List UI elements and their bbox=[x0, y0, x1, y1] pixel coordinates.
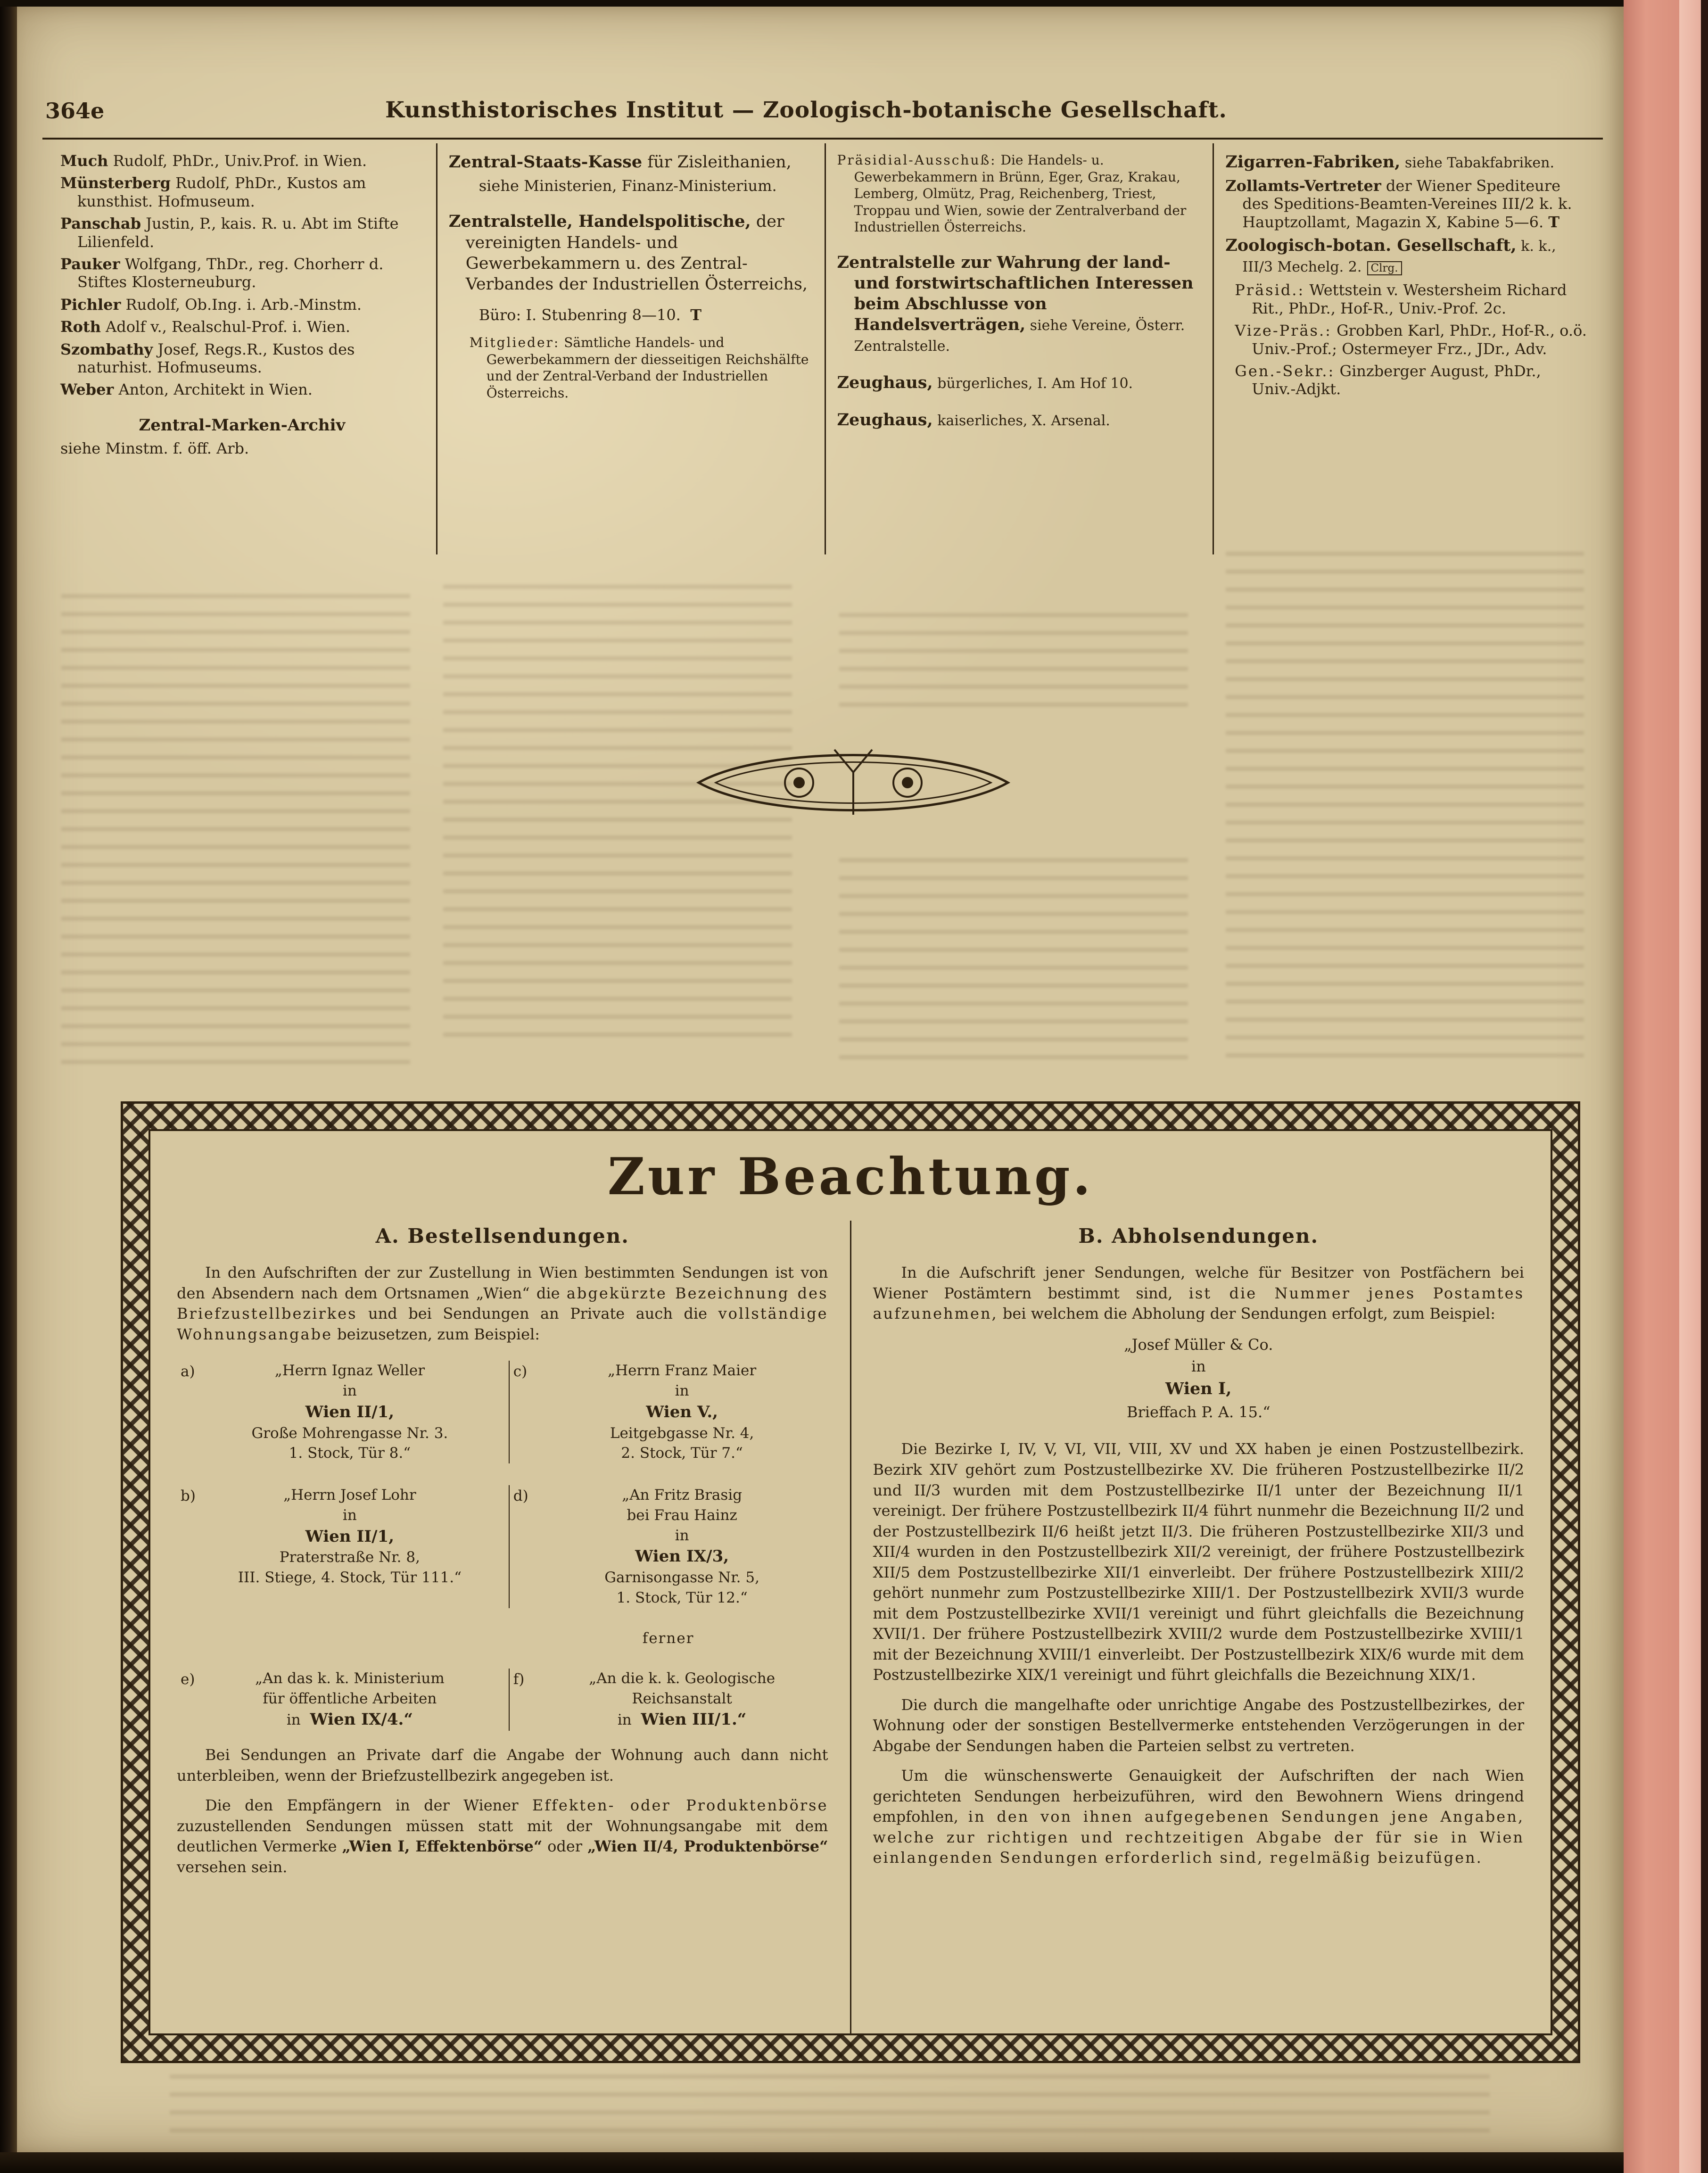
entry-headword: Münsterberg bbox=[60, 174, 171, 192]
example-name: „Josef Müller & Co. bbox=[1124, 1335, 1273, 1354]
intro-emphasis: abgekürzte Bezeichnung des Briefzustellbezirkes bbox=[177, 1284, 828, 1323]
notice-title: Zur Beachtung. bbox=[607, 1147, 1094, 1206]
officer-text: Grobben Karl, PhDr., Hof-R., o.ö. Univ.-Prof.; Ostermeyer Frz., JDr., Adv. bbox=[1252, 322, 1587, 358]
districts-paragraph: Die Bezirke I, IV, V, VI, VII, VIII, XV und XX haben je einen Postzustellbezirk. Bezirk XIV gehört zum Postzustellbezirke XV. Die früheren Postzustellbezirke II/2 und II/3 wurden mit dem Postzustellbezirke II/1 unter der Bezeichnung II/1 vereinigt. Der frühere Postzustellbezirk II/4 führt nunmehr die Bezeichnung II/2 und der Postzustellbezirk II/6 heißt jetzt II/3. Die früheren Postzustellbezirke XII/3 und XII/4 wurden in den Postzustellbezirk XII/2 vereinigt, der frühere Postzustellbezirk XII/5 dem Postzustellbezirke XII/1 einverleibt. Der frühere Postzustellbezirk XIII/2 gehört nunmehr zum Postzustellbezirke XIII/1. Der Postzustellbezirk XVII/3 wurde mit dem Postzustellbezirke XVII/1 vereinigt und führt gleichfalls die Bezeichnung XVII/1. Der frühere Postzustellbezirk XVIII/2 wurde dem Postzustellbezirke XVIII/1 mit der Bezeichnung XVIII/1 einverleibt. Der Postzustellbezirk XIX/6 wurde mit dem Postzustellbezirke XIX/1 vereinigt und führt gleichfalls die Bezeichnung XIX/1. bbox=[873, 1440, 1524, 1684]
example-in-city bbox=[541, 1709, 824, 1731]
committee-text: Die Handels- u. Gewerbekammern in Brünn, Eger, Graz, Krakau, Lemberg, Olmütz, Prag, Reichenberg, Triest, Troppau und Wien, sowie der Zentralverband der Industriellen Österreichs. bbox=[854, 152, 1187, 235]
directory-entry bbox=[60, 255, 424, 291]
fore-edge-pink-band bbox=[1624, 0, 1679, 2173]
example-label: a) bbox=[181, 1363, 195, 1380]
officer-label: Präsid.: bbox=[1235, 281, 1305, 299]
entry-text: siehe Tabakfabriken. bbox=[1400, 155, 1554, 171]
intro-text: beizusetzen, zum Beispiel: bbox=[332, 1325, 540, 1343]
entry-headword: Szombathy bbox=[60, 340, 153, 358]
note-emphasis: Effekten- oder Produktenbörse bbox=[532, 1796, 828, 1815]
entry-text: Rudolf, Ob.Ing. i. Arb.-Minstm. bbox=[121, 295, 362, 314]
vignette-graphic bbox=[693, 735, 1014, 830]
officer-text: Wettstein v. Westersheim Richard Rit., PhDr., Hof-R., Univ.-Prof. 2c. bbox=[1252, 281, 1567, 317]
note-text: Die den Empfängern in der Wiener bbox=[205, 1796, 532, 1815]
section-a-intro bbox=[177, 1263, 828, 1345]
page-top-edge bbox=[0, 0, 1708, 7]
fore-edge-light-band bbox=[1679, 0, 1701, 2173]
entry-headword: Zentral-Staats-Kasse bbox=[448, 152, 643, 172]
entry-headword: Zentralstelle, Handelspolitische, bbox=[448, 212, 751, 231]
section-a bbox=[155, 1221, 850, 2033]
example-label: e) bbox=[181, 1670, 195, 1688]
example-street: Leitgebgasse Nr. 4, bbox=[610, 1424, 754, 1442]
directory-entry bbox=[60, 380, 424, 398]
entry-text: k. k., III/3 Mechelg. 2. bbox=[1242, 238, 1556, 276]
example-in: in bbox=[342, 1506, 357, 1524]
book-spine-edge bbox=[0, 0, 17, 2173]
notice-columns bbox=[155, 1221, 1546, 2033]
section-a-heading: A. Bestellsendungen. bbox=[375, 1224, 629, 1248]
entry-text: Rudolf, PhDr., Univ.Prof. in Wien. bbox=[108, 152, 367, 170]
example-city: Wien II/1, bbox=[305, 1402, 395, 1421]
note-text: zuzustellenden Sendungen müssen statt mit der Wohnungsangabe mit dem deutlichen Vermerke bbox=[177, 1817, 828, 1856]
example-in: in bbox=[675, 1527, 689, 1544]
example-label: c) bbox=[513, 1363, 528, 1380]
example-postbox-line: Brieffach P. A. 15.“ bbox=[1126, 1403, 1271, 1421]
note-bold: „Wien I, Effektenbörse“ bbox=[342, 1837, 543, 1856]
example-name-2: Reichsanstalt bbox=[632, 1690, 732, 1707]
example-d bbox=[509, 1485, 828, 1608]
section-b-heading: B. Abholsendungen. bbox=[1078, 1224, 1319, 1248]
directory-entry bbox=[60, 340, 424, 377]
example-city: Wien III/1.“ bbox=[641, 1710, 747, 1729]
entry-headword: Zeughaus, bbox=[837, 410, 933, 430]
directory-entry bbox=[60, 215, 424, 251]
directory-entry bbox=[60, 318, 424, 336]
example-name-2: bei Frau Hainz bbox=[627, 1506, 737, 1524]
directory-entry bbox=[60, 152, 424, 170]
spacer bbox=[837, 397, 1201, 410]
entry-headword: Zollamts-Vertreter bbox=[1225, 177, 1381, 195]
entry-headword: Weber bbox=[60, 380, 114, 399]
entry-text: der vereinigten Handels- und Gewerbekammern u. des Zentral-Verbandes der Industriellen Österreichs, bbox=[465, 212, 808, 294]
bleedthrough-smudge bbox=[839, 613, 1188, 717]
members-text: Sämtliche Handels- und Gewerbekammern der diesseitigen Reichshälfte und der Zentral-Verband der Industriellen Österreichs. bbox=[486, 335, 809, 401]
directory-entry bbox=[449, 211, 812, 294]
example-in-city bbox=[208, 1709, 492, 1731]
spacer bbox=[449, 199, 812, 211]
bleedthrough-smudge bbox=[61, 594, 410, 1066]
example-street: Garnisongasse Nr. 5, bbox=[604, 1569, 759, 1586]
entry-text: kaiserliches, X. Arsenal. bbox=[932, 413, 1110, 430]
example-floor: 1. Stock, Tür 8.“ bbox=[289, 1445, 411, 1462]
example-e bbox=[177, 1669, 496, 1731]
note-text: Um die wünschenswerte Genauigkeit der Aufschriften der nach Wien gerichteten Sendungen herbeizuführen, wird den Bewohnern Wiens dringend empfohlen, bbox=[873, 1767, 1524, 1826]
entry-see-note: siehe Ministerien, Finanz-Ministerium. bbox=[479, 177, 777, 195]
section-subnote: siehe Minstm. f. öff. Arb. bbox=[60, 439, 249, 458]
directory-columns bbox=[49, 143, 1601, 554]
intro-text: In die Aufschrift jener Sendungen, welche für Besitzer von Postfächern bei Wiener Postämtern bestimmt sind, bbox=[873, 1264, 1524, 1302]
entry-headword: Pauker bbox=[60, 255, 120, 273]
note-emphasis: in den von ihnen aufgegebenen Sendungen jene Angaben, welche zur richtigen und rechtzeitigen Abgabe der für sie in Wien einlangenden Sendungen erforderlich sind, regelmäßig beizufügen. bbox=[873, 1808, 1525, 1867]
page-right-edge bbox=[1701, 0, 1708, 2173]
section-subheading: Zentral-Marken-Archiv bbox=[139, 415, 346, 435]
ferner-label: ferner bbox=[642, 1629, 694, 1647]
entry-headword: Zeughaus, bbox=[837, 373, 933, 393]
directory-column-2 bbox=[436, 143, 825, 554]
intro-text: und bei Sendungen an Private auch die bbox=[357, 1305, 718, 1323]
directory-entry bbox=[60, 174, 424, 210]
officer-label: Gen.-Sekr.: bbox=[1235, 362, 1335, 380]
entry-text: für Zisleithanien, bbox=[642, 153, 792, 172]
example-label: f) bbox=[513, 1670, 525, 1688]
example-label: b) bbox=[181, 1487, 196, 1505]
example-name: „An Fritz Brasig bbox=[622, 1487, 743, 1504]
decorative-vignette bbox=[693, 735, 1014, 830]
officer-line bbox=[1225, 322, 1589, 358]
directory-entry bbox=[449, 152, 812, 173]
page-title: Kunsthistorisches Institut — Zoologisch-botanische Gesellschaft. bbox=[385, 97, 1227, 123]
example-a bbox=[177, 1361, 496, 1463]
entry-text: der Wiener Spediteure des Speditions-Beamten-Vereines III/2 k. k. Hauptzollamt, Magazin X, Kabine 5—6. bbox=[1242, 177, 1572, 231]
example-b bbox=[177, 1485, 496, 1608]
directory-entry bbox=[837, 252, 1201, 356]
members-note bbox=[449, 334, 812, 401]
note-text: oder bbox=[542, 1837, 587, 1856]
bleedthrough-smudge bbox=[1226, 552, 1584, 1061]
example-city: Wien IX/3, bbox=[635, 1547, 729, 1566]
entry-headword: Much bbox=[60, 152, 108, 170]
section-b bbox=[850, 1221, 1546, 2033]
bleedthrough-smudge bbox=[170, 2074, 1490, 2136]
example-f bbox=[509, 1669, 828, 1731]
intro-text: In den Aufschriften der zur Zustellung in Wien bestimmten Sendungen ist von den Absendern nach dem Ortsnamen „Wien“ die bbox=[177, 1264, 828, 1302]
notice-box bbox=[121, 1101, 1580, 2063]
directory-entry bbox=[1225, 235, 1589, 277]
entry-text: bürgerliches, I. Am Hof 10. bbox=[932, 375, 1133, 392]
example-name: „Herrn Franz Maier bbox=[608, 1362, 757, 1380]
example-floor: 2. Stock, Tür 7.“ bbox=[621, 1445, 743, 1462]
example-name: „An das k. k. Ministerium bbox=[255, 1669, 445, 1687]
office-address: Büro: I. Stubenring 8—10. bbox=[479, 306, 681, 324]
example-postbox bbox=[873, 1334, 1525, 1423]
example-street: Große Mohrengasse Nr. 3. bbox=[251, 1424, 448, 1442]
entry-headword: Roth bbox=[60, 318, 101, 336]
address-examples bbox=[177, 1361, 828, 1731]
members-label: Mitglieder: bbox=[469, 335, 560, 351]
directory-column-4 bbox=[1213, 143, 1601, 554]
telephone-mark: T bbox=[690, 306, 701, 324]
intro-text: bei welchem die Abholung der Sendungen erfolgt, zum Beispiel: bbox=[998, 1305, 1495, 1323]
telephone-mark: T bbox=[1548, 213, 1560, 231]
abbreviation-tag: Clrg. bbox=[1367, 261, 1402, 275]
example-label: d) bbox=[513, 1487, 528, 1505]
entry-text: Justin, P., kais. R. u. Abt im Stifte Lilienfeld. bbox=[77, 215, 399, 251]
intro-emphasis: ist die Nummer jenes Postamtes aufzunehmen, bbox=[873, 1284, 1525, 1323]
office-line bbox=[449, 306, 812, 324]
directory-entry bbox=[837, 410, 1201, 430]
officer-text: Ginzberger August, PhDr., Univ.-Adjkt. bbox=[1252, 362, 1541, 398]
directory-entry bbox=[837, 372, 1201, 393]
example-city: Wien I, bbox=[1165, 1379, 1232, 1399]
delay-note: Die durch die mangelhafte oder unrichtige Angabe des Postzustellbezirkes, der Wohnung oder der sonstigen Bestellvermerke entstehenden Verzögerungen in der Abgabe der Sendungen haben die Parteien selbst zu vertreten. bbox=[873, 1695, 1524, 1755]
example-city: Wien IX/4.“ bbox=[310, 1710, 413, 1729]
example-in: in bbox=[617, 1711, 632, 1729]
bleedthrough-smudge bbox=[839, 858, 1188, 1066]
entry-headword: Zoologisch-botan. Gesellschaft, bbox=[1225, 236, 1517, 256]
header-rule bbox=[42, 138, 1603, 140]
section-b-intro bbox=[873, 1263, 1525, 1324]
note-bold: „Wien II/4, Produktenbörse“ bbox=[587, 1837, 828, 1856]
example-city: Wien V., bbox=[646, 1402, 718, 1421]
spacer bbox=[837, 240, 1201, 252]
entry-text: Adolf v., Realschul-Prof. i. Wien. bbox=[100, 318, 351, 336]
directory-column-1 bbox=[49, 143, 436, 554]
entry-headword: Zentralstelle zur Wahrung der land- und forstwirtschaftlichen Interessen beim Abschlusse von Handelsverträgen, bbox=[837, 252, 1194, 335]
example-in: in bbox=[342, 1382, 357, 1399]
officer-line bbox=[1225, 362, 1589, 398]
section-a-note-1: Bei Sendungen an Private darf die Angabe der Wohnung auch dann nicht unterbleiben, wenn der Briefzustellbezirk angegeben ist. bbox=[177, 1746, 828, 1785]
example-name: „Herrn Ignaz Weller bbox=[274, 1362, 425, 1380]
example-in: in bbox=[286, 1711, 301, 1729]
entry-see-note: siehe Vereine, Österr. Zentralstelle. bbox=[854, 317, 1185, 355]
entry-headword: Zigarren-Fabriken, bbox=[1225, 152, 1401, 172]
intro-emphasis: vollständige Wohnungsangabe bbox=[177, 1305, 828, 1343]
officer-line bbox=[1225, 281, 1589, 317]
entry-headword: Panschab bbox=[60, 215, 141, 233]
section-a-note-2 bbox=[177, 1795, 828, 1877]
entry-text: Wolfgang, ThDr., reg. Chorherr d. Stiftes Klosterneuburg. bbox=[77, 255, 384, 291]
example-floor: III. Stiege, 4. Stock, Tür 111.“ bbox=[238, 1569, 462, 1586]
example-name-2: für öffentliche Arbeiten bbox=[263, 1690, 437, 1707]
note-text: versehen sein. bbox=[177, 1858, 288, 1876]
page-bottom-edge bbox=[0, 2152, 1708, 2173]
example-name: „An die k. k. Geologische bbox=[589, 1669, 776, 1687]
directory-column-3 bbox=[825, 143, 1213, 554]
entry-text: Josef, Regs.R., Kustos des naturhist. Hofmuseums. bbox=[77, 340, 355, 376]
directory-entry bbox=[60, 296, 424, 314]
example-city: Wien II/1, bbox=[305, 1527, 395, 1546]
directory-entry bbox=[1225, 152, 1589, 173]
committee-note bbox=[837, 152, 1201, 236]
example-c bbox=[509, 1361, 828, 1463]
page-number: 364e bbox=[45, 98, 105, 124]
example-floor: 1. Stock, Tür 12.“ bbox=[616, 1589, 748, 1606]
final-note bbox=[873, 1766, 1525, 1868]
spacer bbox=[837, 360, 1201, 372]
example-in: in bbox=[675, 1382, 689, 1399]
entry-text: Anton, Architekt in Wien. bbox=[114, 380, 313, 399]
officer-label: Vize-Präs.: bbox=[1235, 322, 1332, 340]
committee-label: Präsidial-Ausschuß: bbox=[837, 152, 997, 168]
example-street: Praterstraße Nr. 8, bbox=[279, 1549, 420, 1566]
directory-entry bbox=[1225, 177, 1589, 231]
example-in: in bbox=[1191, 1357, 1206, 1375]
notice-box-inner bbox=[149, 1129, 1552, 2035]
example-name: „Herrn Josef Lohr bbox=[283, 1487, 416, 1504]
entry-headword: Pichler bbox=[60, 295, 121, 314]
entry-text: Rudolf, PhDr., Kustos am kunsthist. Hofmuseum. bbox=[77, 174, 366, 210]
